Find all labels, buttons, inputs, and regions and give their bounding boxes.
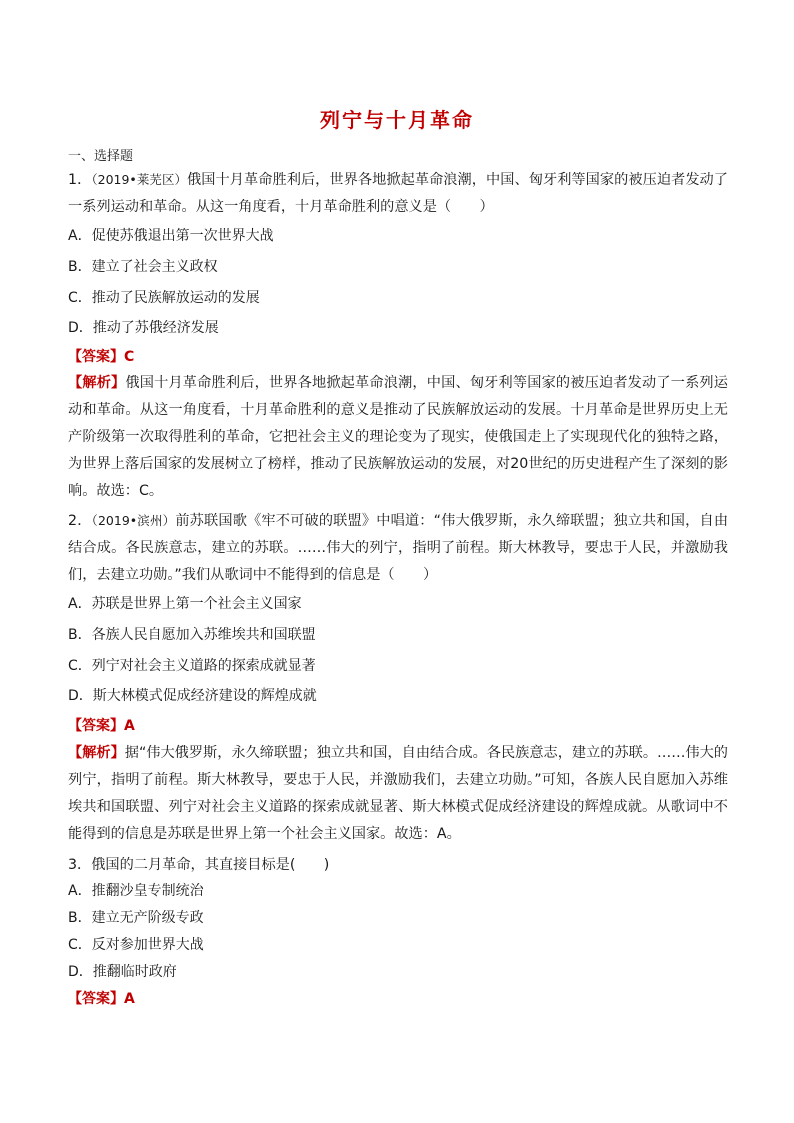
question-1-analysis <box>68 370 728 505</box>
question-text: 俄国的二月革命，其直接目标是( ) <box>91 857 330 873</box>
question-2-option-c: C．列宁对社会主义道路的探索成就显著 <box>68 658 316 674</box>
question-3-stem <box>68 852 728 879</box>
question-source: （2019•滨州） <box>91 513 176 528</box>
question-1-option-a: A．促使苏俄退出第一次世界大战 <box>68 228 274 244</box>
question-3-answer <box>68 989 135 1009</box>
question-2-option-a: A．苏联是世界上第一个社会主义国家 <box>68 596 302 612</box>
answer-tag: 【答案】 <box>68 349 124 365</box>
question-3-option-d: D．推翻临时政府 <box>68 964 177 980</box>
answer-value: A <box>124 991 135 1007</box>
question-1-option-d: D．推动了苏俄经济发展 <box>68 320 219 336</box>
question-2-stem <box>68 507 728 589</box>
question-1-answer <box>68 347 134 367</box>
question-1-option-c: C．推动了民族解放运动的发展 <box>68 290 260 306</box>
question-1-stem <box>68 166 728 221</box>
analysis-text: 据“伟大俄罗斯，永久缔联盟；独立共和国，自由结合成。各民族意志，建立的苏联。……伟大的列宁，指明了前程。斯大林教导，要忠于人民，并激励我们，去建立功勋。”可知，各族人民自愿加入苏维埃共和国联盟、列宁对社会主义道路的探索成就显著、斯大林模式促成经济建设的辉煌成就。从歌词中不能得到的信息是苏联是世界上第一个社会主义国家。故选：A。 <box>68 745 728 842</box>
question-number: 1． <box>68 172 92 188</box>
section-heading: 一、选择题 <box>68 149 134 164</box>
question-2-answer <box>68 716 135 736</box>
answer-tag: 【答案】 <box>68 718 124 734</box>
question-text: 前苏联国歌《牢不可破的联盟》中唱道：“伟大俄罗斯，永久缔联盟；独立共和国，自由结合成。各民族意志，建立的苏联。……伟大的列宁，指明了前程。斯大林教导，要忠于人民，并激励我们，去建立功勋。”我们从歌词中不能得到的信息是（ ） <box>68 513 729 583</box>
answer-tag: 【答案】 <box>68 991 124 1007</box>
question-3-option-a: A．推翻沙皇专制统治 <box>68 883 204 899</box>
question-2-option-d: D．斯大林模式促成经济建设的辉煌成就 <box>68 688 317 704</box>
question-source: （2019•莱芜区） <box>91 172 188 187</box>
question-number: 3． <box>68 857 92 873</box>
question-text: 俄国十月革命胜利后，世界各地掀起革命浪潮，中国、匈牙利等国家的被压迫者发动了一系列运动和革命。从这一角度看，十月革命胜利的意义是（ ） <box>68 172 728 215</box>
analysis-tag: 【解析】 <box>68 375 126 391</box>
answer-value: A <box>124 718 135 734</box>
question-2-option-b: B．各族人民自愿加入苏维埃共和国联盟 <box>68 627 316 643</box>
analysis-text: 俄国十月革命胜利后，世界各地掀起革命浪潮，中国、匈牙利等国家的被压迫者发动了一系列运动和革命。从这一角度看，十月革命胜利的意义是推动了民族解放运动的发展。十月革命是世界历史上无产阶级第一次取得胜利的革命，它把社会主义的理论变为了现实，使俄国走上了实现现代化的独特之路，为世界上落后国家的发展树立了榜样，推动了民族解放运动的发展，对20世纪的历史进程产生了深刻的影响。故选：C。 <box>68 375 728 499</box>
analysis-tag: 【解析】 <box>68 745 125 761</box>
question-2-analysis <box>68 740 728 848</box>
question-3-option-c: C．反对参加世界大战 <box>68 937 204 953</box>
page-title: 列宁与十月革命 <box>320 108 474 132</box>
question-3-option-b: B．建立无产阶级专政 <box>68 910 204 926</box>
question-1-option-b: B．建立了社会主义政权 <box>68 259 218 275</box>
question-number: 2． <box>68 513 92 529</box>
answer-value: C <box>124 349 135 365</box>
